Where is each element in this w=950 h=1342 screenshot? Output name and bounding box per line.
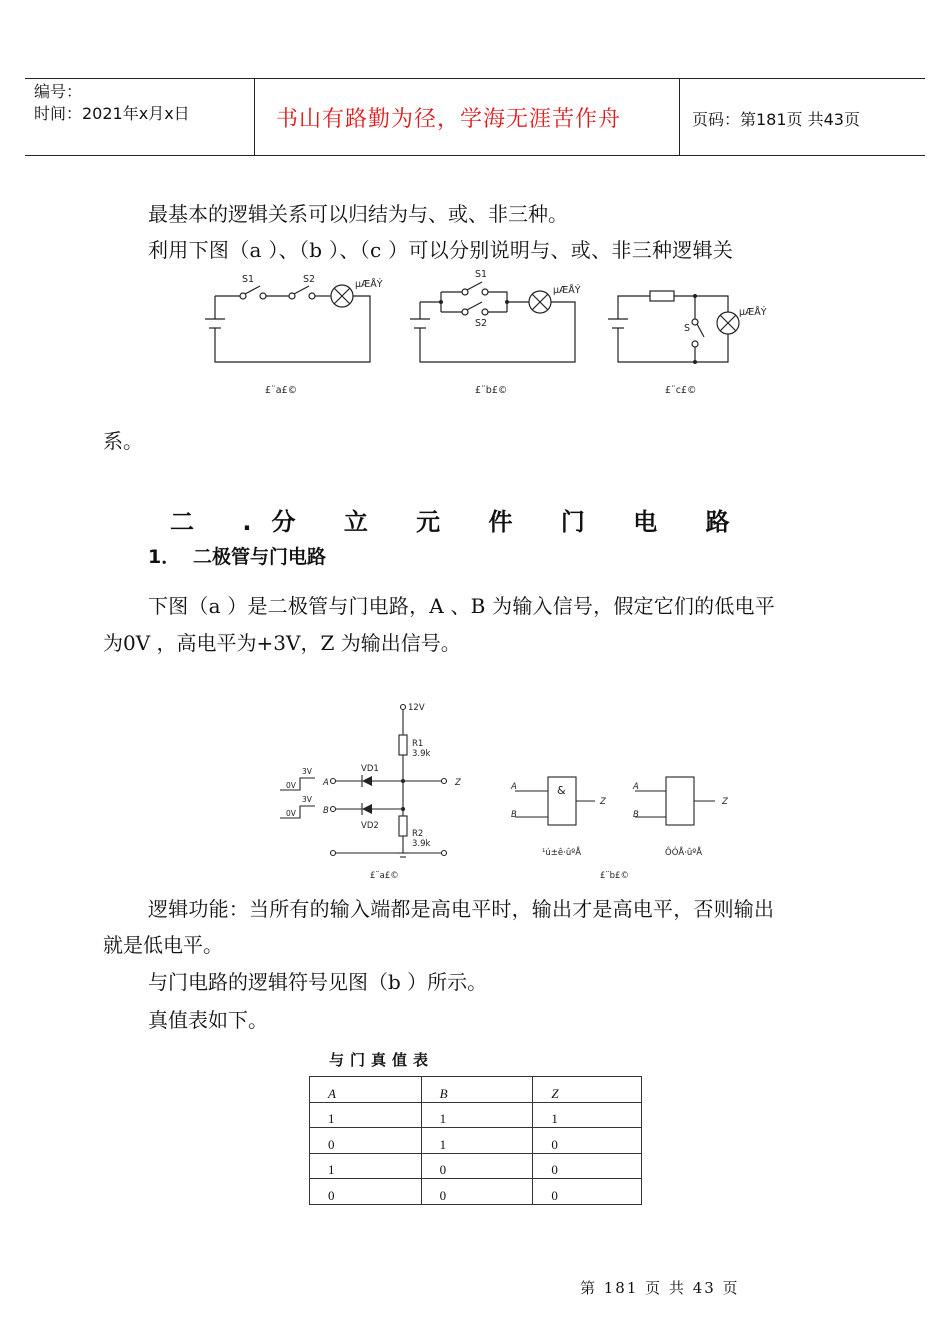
page-footer: 第 181 页 共 43 页 (580, 1279, 740, 1297)
sym-a-label: A (511, 782, 517, 792)
vd2-label: VD2 (361, 821, 379, 831)
figure-a-lamp-label: µÆÅÝ (355, 279, 383, 290)
figure-a-s1-label: S1 (242, 274, 255, 285)
and-symbol-label: & (557, 784, 566, 797)
header-bottom-rule (25, 155, 925, 156)
para2-line-3: 与门电路的逻辑符号见图（b ）所示。 (148, 970, 488, 994)
input-a-label: A (323, 778, 329, 788)
truth-table-header-row (310, 1077, 642, 1103)
truth-table-row (310, 1128, 642, 1154)
wave-b-high: 3V (302, 795, 312, 804)
header-top-rule (25, 78, 925, 79)
truth-table-cell: 1 (421, 1102, 533, 1128)
header-motto: 书山有路勤为径，学海无涯苦作舟 (276, 107, 622, 132)
input-b-label: B (323, 806, 329, 816)
r1-value: 3.9k (412, 749, 431, 759)
truth-table-cell: 0 (533, 1153, 642, 1179)
header-time-label: 时间：2021年x月x日 (34, 104, 190, 123)
figure-b-s2-label: S2 (475, 318, 488, 329)
header-number-label: 编号： (34, 82, 83, 101)
sym1-caption: ¹ú±ê·ûºÅ (542, 848, 582, 858)
sym2-b-label: B (633, 810, 639, 820)
para1-line-2: 为0V ，高电平为+3V，Z 为输出信号。 (103, 631, 461, 655)
output-z-label: Z (455, 778, 461, 788)
wave-a-high: 3V (302, 767, 312, 776)
figure-b-s1-label: S1 (475, 269, 488, 280)
r2-label: R2 (412, 829, 424, 839)
figure-b-caption: £¨b£© (475, 385, 508, 396)
truth-table-header: A (310, 1077, 422, 1103)
header-divider-left (254, 78, 255, 155)
figure-b-lamp-label: µÆÅÝ (553, 285, 581, 296)
figure-b2-caption: £¨b£© (600, 871, 629, 881)
r2-value: 3.9k (412, 839, 431, 849)
sym2-z-label: Z (722, 797, 728, 807)
truth-table-cell: 0 (310, 1128, 422, 1154)
intro-line-1: 最基本的逻辑关系可以归结为与、或、非三种。 (148, 202, 568, 226)
diode-and-gate-figure (275, 695, 745, 885)
figure-a-s2-label: S2 (303, 274, 316, 285)
logic-circuit-figures (195, 262, 767, 402)
figure-c-s-label: S (684, 323, 691, 334)
truth-table-cell: 1 (310, 1153, 422, 1179)
truth-table-row (310, 1102, 642, 1128)
subsection-number: 1． (148, 546, 181, 568)
truth-table-header: Z (533, 1077, 642, 1103)
truth-table-cell: 0 (533, 1179, 642, 1205)
truth-table-cell: 1 (421, 1128, 533, 1154)
truth-table-row (310, 1179, 642, 1205)
figure-c-caption: £¨c£© (665, 385, 697, 396)
vcc-label: 12V (408, 703, 425, 713)
figure-a2-caption: £¨a£© (370, 871, 399, 881)
truth-table-cell: 0 (310, 1179, 422, 1205)
figure-c-lamp-label: µÆÅÝ (739, 307, 767, 318)
truth-table-cell: 0 (421, 1153, 533, 1179)
header-divider-right (679, 78, 680, 155)
para2-line-2: 就是低电平。 (103, 933, 223, 957)
truth-table-cell: 0 (533, 1128, 642, 1154)
figure-a-caption: £¨a£© (265, 385, 298, 396)
sym-z-label: Z (600, 797, 606, 807)
para1-line-1: 下图（a ）是二极管与门电路，A 、B 为输入信号，假定它们的低电平 (148, 594, 775, 618)
truth-table (309, 1076, 642, 1205)
intro-line-3: 系。 (103, 429, 143, 453)
truth-table-title: 与门真值表 (329, 1051, 435, 1069)
subsection-title: 二极管与门电路 (193, 546, 327, 568)
truth-table-header: B (421, 1077, 533, 1103)
wave-a-low: 0V (286, 781, 296, 790)
r1-label: R1 (412, 739, 424, 749)
sym-b-label: B (511, 810, 517, 820)
para2-line-4: 真值表如下。 (148, 1008, 268, 1032)
para2-line-1: 逻辑功能：当所有的输入端都是高电平时，输出才是高电平，否则输出 (148, 897, 775, 921)
truth-table-cell: 1 (310, 1102, 422, 1128)
intro-line-2: 利用下图（a ）、（b ）、（c ）可以分别说明与、或、非三种逻辑关 (148, 238, 734, 262)
vd1-label: VD1 (361, 764, 379, 774)
truth-table-cell: 0 (421, 1179, 533, 1205)
sym2-a-label: A (633, 782, 639, 792)
section-title: 二 .分 立 元 件 门 电 路 (170, 508, 750, 536)
truth-table-cell: 1 (533, 1102, 642, 1128)
sym2-caption: ÔÓÅ·ûºÅ (665, 848, 703, 858)
truth-table-row (310, 1153, 642, 1179)
wave-b-low: 0V (286, 809, 296, 818)
header-page-label: 页码：第181页 共43页 (692, 110, 860, 129)
